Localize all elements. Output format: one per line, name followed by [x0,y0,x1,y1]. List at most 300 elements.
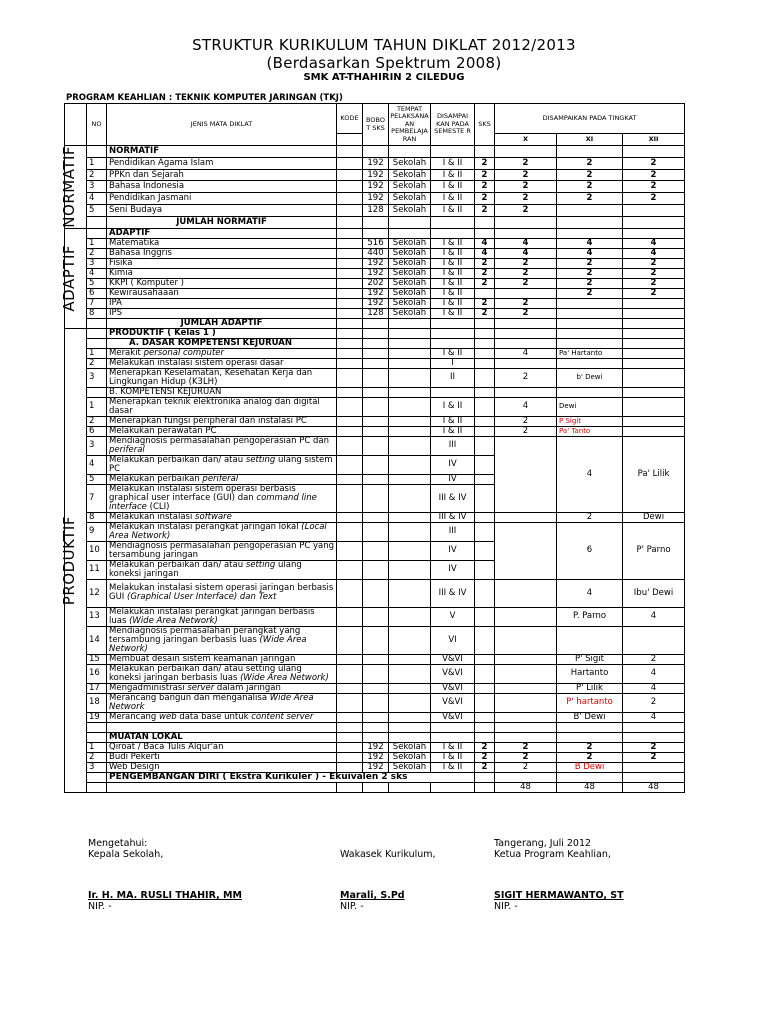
table-cell [475,626,495,654]
table-cell [475,722,495,732]
table-row [65,358,685,368]
table-cell [431,146,475,158]
table-cell [363,474,389,484]
curriculum-table-wrapper [60,103,684,793]
table-row [65,205,685,217]
table-cell: 4 [87,193,107,205]
signature-middle [340,838,436,912]
sig-right-line2: Ketua Program Keahlian, [494,849,611,860]
table-cell [623,308,685,318]
table-cell [623,318,685,328]
table-row [65,752,685,762]
table-cell: Sekolah [389,742,431,752]
table-cell: 1 [87,348,107,358]
table-cell: 1 [87,742,107,752]
table-cell: 2 [623,742,685,752]
table-row [65,348,685,358]
table-cell [475,368,495,387]
table-cell: 5 [87,474,107,484]
cell-text: Merancang bangun dan menganalisa [109,692,270,703]
table-cell: 17 [87,683,107,693]
table-row [65,328,685,338]
table-cell: Web Design [107,762,337,772]
table-cell: 4 [87,455,107,474]
table-cell: 6 [87,288,107,298]
table-cell: Melakukan perawatan PC [107,426,337,436]
table-cell: 2 [475,258,495,268]
table-cell: 192 [363,181,389,193]
table-cell [389,522,431,541]
header-tingkat: DISAMPAIKAN PADA TINGKAT [495,104,685,134]
pengembangan-diri: PENGEMBANGAN DIRI ( Ekstra Kurikuler ) - Ekuivalen 2 sks [107,772,475,782]
produktif-side-label: PRODUKTIF [60,515,78,605]
table-cell [475,416,495,426]
table-cell [337,288,363,298]
table-cell: 128 [363,308,389,318]
table-row [65,664,685,683]
table-cell: V&VI [431,683,475,693]
table-cell: 2 [557,742,623,752]
adaptif-side-label: ADAPTIF [60,244,78,312]
table-cell: 2 [623,654,685,664]
table-cell: Bahasa Indonesia [107,181,337,193]
table-cell [337,752,363,762]
table-row [65,626,685,654]
table-cell [107,455,337,474]
table-cell [87,732,107,742]
table-cell: 2 [557,258,623,268]
table-row [65,397,685,416]
table-cell: 192 [363,288,389,298]
table-cell: 2 [87,358,107,368]
table-cell: Sekolah [389,248,431,258]
table-cell [557,722,623,732]
table-cell: 3 [87,436,107,455]
sig-right-name: SIGIT HERMAWANTO, ST [494,890,624,901]
table-row [65,712,685,722]
table-cell [107,664,337,683]
table-cell [337,205,363,217]
table-cell: 2 [475,308,495,318]
table-cell [475,474,495,484]
adaptif-total: JUMLAH ADAPTIF [107,318,337,328]
table-row [65,308,685,318]
table-cell: Sekolah [389,288,431,298]
table-cell: 2 [475,278,495,288]
table-row [65,416,685,426]
table-cell: 2 [475,752,495,762]
cell-text: Mendiagnosis permasalahan pengoperasian PC dan [109,435,329,446]
table-cell [107,712,337,722]
table-cell [337,248,363,258]
table-cell: I & II [431,742,475,752]
table-cell: 3 [87,762,107,772]
table-cell: Pa' Lilik [623,436,685,512]
table-cell [363,522,389,541]
table-cell: 4 [557,579,623,607]
table-cell [557,216,623,228]
table-cell [107,512,337,522]
table-cell [475,358,495,368]
table-cell [389,397,431,416]
table-cell [363,732,389,742]
table-cell [389,368,431,387]
table-cell [557,338,623,348]
cell-text: server [187,682,215,693]
table-cell [475,772,495,782]
table-cell [337,268,363,278]
table-cell [107,626,337,654]
table-cell: 202 [363,278,389,288]
table-cell: 13 [87,607,107,626]
table-cell [107,560,337,579]
table-cell [363,358,389,368]
table-cell [337,169,363,181]
table-row [65,181,685,193]
table-cell: Budi Pekerti [107,752,337,762]
table-cell: Mendiagnosis permasalahan pengoperasian PC yang tersambung jaringan [107,541,337,560]
table-cell [107,484,337,512]
table-cell [389,626,431,654]
normatif-total: JUMLAH NORMATIF [107,216,337,228]
table-cell [87,722,107,732]
total-xii: 48 [623,782,685,792]
table-cell [495,732,557,742]
table-cell [475,693,495,712]
sig-left-line2: Kepala Sekolah, [88,849,164,860]
table-cell: 516 [363,238,389,248]
table-cell [557,387,623,397]
table-cell: P' hartanto [557,693,623,712]
table-cell [389,455,431,474]
table-cell [337,157,363,169]
table-cell [363,368,389,387]
cell-text: software [195,511,232,522]
table-cell [87,338,107,348]
table-cell [389,732,431,742]
table-cell [431,328,475,338]
table-cell [107,436,337,455]
table-cell [337,348,363,358]
table-cell: I & II [431,752,475,762]
table-cell [363,654,389,664]
table-cell: 2 [495,308,557,318]
table-cell: III [431,522,475,541]
sig-left-line1: Mengetahui: [88,838,148,849]
table-cell [389,693,431,712]
header-no: NO [87,104,107,146]
table-cell [363,387,389,397]
table-cell [389,426,431,436]
table-cell [107,782,337,792]
table-cell [557,328,623,338]
table-cell: Qiroat / Baca Tulis Alqur'an [107,742,337,752]
table-row [65,522,685,541]
table-cell: Sekolah [389,258,431,268]
table-cell: I & II [431,308,475,318]
table-cell: 4 [623,248,685,258]
table-cell: 2 [87,169,107,181]
table-cell [87,772,107,782]
cell-text: Melakukan instalasi sistem operasi berbasis graphical user interface (GUI) dan [109,483,296,503]
table-row [65,579,685,607]
table-cell: Kimia [107,268,337,278]
adaptif-side-label-cell [60,228,87,328]
table-cell [623,298,685,308]
table-cell [495,626,557,654]
table-cell [475,455,495,474]
table-cell: V&VI [431,664,475,683]
table-cell [363,455,389,474]
table-cell [623,416,685,426]
table-cell [337,387,363,397]
produktif-header: PRODUKTIF ( Kelas 1 ) [107,328,337,338]
table-cell: IV [431,474,475,484]
table-cell [389,387,431,397]
table-cell [389,474,431,484]
table-cell: 2 [557,288,623,298]
table-cell: Sekolah [389,238,431,248]
table-cell: 2 [495,193,557,205]
table-cell [107,522,337,541]
table-cell: I & II [431,193,475,205]
cell-text: web [159,711,177,722]
header-kode: KODE [337,104,363,134]
table-cell [389,436,431,455]
table-cell: Ibu' Dewi [623,579,685,607]
table-cell: 18 [87,693,107,712]
table-cell: Menerapkan fungsi peripheral dan instalasi PC [107,416,337,426]
table-cell: 2 [495,752,557,762]
table-row [65,228,685,238]
table-cell [431,228,475,238]
table-cell: 3 [87,368,107,387]
table-cell: 8 [87,512,107,522]
table-cell: 8 [87,308,107,318]
table-cell: 192 [363,157,389,169]
table-cell [475,579,495,607]
table-cell [87,146,107,158]
table-cell [337,238,363,248]
table-cell [337,722,363,732]
table-cell [623,762,685,772]
sig-mid-nip: NIP. - [340,901,364,912]
table-cell: 4 [495,348,557,358]
table-cell [337,193,363,205]
header-blank [65,104,87,146]
table-cell [87,216,107,228]
table-cell [495,722,557,732]
table-cell: 2 [557,169,623,181]
table-row [65,732,685,742]
header-x: X [495,134,557,146]
table-row [65,146,685,158]
cell-text: Melakukan perbaikan [109,473,203,484]
table-cell: 7 [87,298,107,308]
table-cell: 5 [87,278,107,288]
table-cell [389,712,431,722]
table-cell: 192 [363,258,389,268]
table-cell [87,228,107,238]
sig-mid-name: Marali, S.Pd [340,890,405,901]
header-subject: JENIS MATA DIKLAT [107,104,337,146]
table-cell: Matematika [107,238,337,248]
table-cell [475,318,495,328]
table-cell: 2 [495,181,557,193]
table-cell [107,579,337,607]
table-cell [623,358,685,368]
table-cell [337,228,363,238]
table-cell [389,560,431,579]
table-cell [337,626,363,654]
table-row [65,426,685,436]
table-cell: Sekolah [389,169,431,181]
table-cell [107,683,337,693]
table-cell: I & II [431,169,475,181]
table-cell [623,328,685,338]
table-cell [389,416,431,426]
table-cell: I & II [431,298,475,308]
table-cell [475,782,495,792]
table-row [65,387,685,397]
table-cell: 128 [363,205,389,217]
table-cell [363,338,389,348]
table-cell: Seni Budaya [107,205,337,217]
table-cell: 2 [475,762,495,772]
table-cell [363,416,389,426]
table-cell: 2 [475,298,495,308]
table-cell: 5 [87,205,107,217]
table-cell: V&VI [431,693,475,712]
table-cell [557,358,623,368]
table-cell [557,308,623,318]
table-cell [337,455,363,474]
table-cell [557,318,623,328]
table-cell: Sekolah [389,268,431,278]
table-cell [557,298,623,308]
table-cell [337,338,363,348]
table-cell: 192 [363,169,389,181]
table-cell: I & II [431,762,475,772]
table-cell [337,607,363,626]
table-cell: 4 [623,683,685,693]
table-cell: IV [431,455,475,474]
table-cell: IV [431,560,475,579]
table-cell [475,436,495,455]
table-cell: 19 [87,712,107,722]
table-cell [337,541,363,560]
table-cell: 4 [623,607,685,626]
table-cell [557,146,623,158]
table-cell: 192 [363,742,389,752]
table-cell [337,216,363,228]
table-cell [363,146,389,158]
normatif-side-label-cell [60,146,87,229]
table-cell [337,560,363,579]
table-cell: 2 [87,248,107,258]
table-cell: IPS [107,308,337,318]
table-cell [107,474,337,484]
table-cell: 2 [495,258,557,268]
table-cell [337,146,363,158]
table-row [65,338,685,348]
table-row [65,654,685,664]
table-row [65,436,685,455]
table-row [65,278,685,288]
table-cell [363,541,389,560]
cell-text: Wide Area Network [109,692,314,712]
table-cell: Sekolah [389,193,431,205]
table-cell [495,318,557,328]
table-cell: 12 [87,579,107,607]
table-cell [557,626,623,654]
cell-text: setting [245,454,276,465]
table-cell: 192 [363,762,389,772]
table-cell: 4 [495,397,557,416]
table-cell: KKPI ( Komputer ) [107,278,337,288]
cell-text: command line interface [109,492,317,512]
table-cell: 2 [557,278,623,288]
table-cell [623,397,685,416]
cell-text: ulang koneksi jaringan [109,559,302,579]
table-cell [475,348,495,358]
table-cell [623,387,685,397]
table-cell: 2 [495,157,557,169]
cell-text: Melakukan instalasi [109,511,196,522]
table-cell [495,358,557,368]
table-cell [557,205,623,217]
table-cell [363,579,389,607]
table-cell: 2 [557,752,623,762]
table-cell [107,607,337,626]
table-cell [389,228,431,238]
cell-text: content server [251,711,314,722]
header-xi: XI [557,134,623,146]
table-cell [495,664,557,683]
table-row [65,258,685,268]
table-cell: I & II [431,278,475,288]
table-cell [495,338,557,348]
table-cell [337,368,363,387]
table-cell: P' Sigit [557,654,623,664]
table-cell: 2 [495,762,557,772]
table-cell [107,722,337,732]
table-cell [557,732,623,742]
table-cell: I & II [431,157,475,169]
table-cell [623,348,685,358]
table-row [65,268,685,278]
table-cell [495,579,557,607]
adaptif-header: ADAPTIF [107,228,337,238]
table-cell: 2 [475,193,495,205]
table-cell [389,318,431,328]
table-row [65,683,685,693]
table-cell: I & II [431,205,475,217]
table-cell [337,762,363,772]
table-cell [337,258,363,268]
cell-text: Melakukan perbaikan dan/ atau [109,559,246,570]
table-cell: 192 [363,752,389,762]
table-cell [337,474,363,484]
table-cell [495,607,557,626]
table-cell: 4 [623,664,685,683]
table-cell: 1 [87,238,107,248]
table-cell [431,782,475,792]
table-cell: 2 [495,742,557,752]
table-cell [495,216,557,228]
table-cell: 6 [87,426,107,436]
cell-text: ulang sistem PC [109,454,333,474]
